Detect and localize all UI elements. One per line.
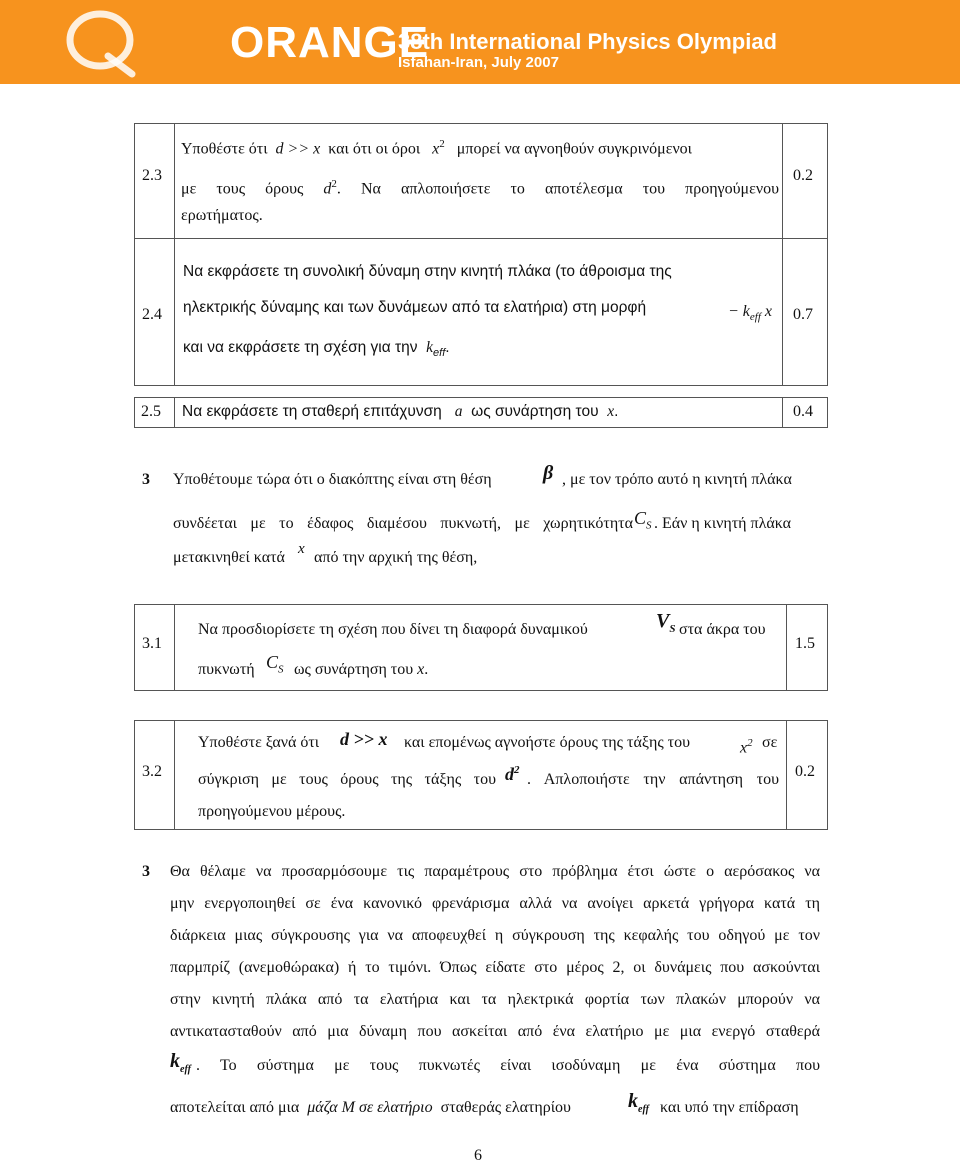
section-text: μετακινηθεί κατά [173, 549, 285, 566]
question-number: 2.5 [141, 403, 161, 420]
x-symbol: x [298, 541, 305, 557]
section-number: 3 [142, 863, 150, 880]
beta-symbol: β [543, 462, 554, 484]
page-number: 6 [474, 1147, 482, 1164]
question-text: και να εκφράσετε τη σχέση για την $k_{eff}$. [183, 339, 450, 360]
d-squared-symbol: $d^2$ [505, 764, 520, 784]
math-expression: − $k_{eff}$ x [728, 303, 773, 324]
paragraph-line: μην ενεργοποιηθεί σε ένα κανονικό φρενάρισμα αλλά να ανοίγει αρκετά γρήγορα κατά τη [170, 895, 820, 912]
paragraph-line: αντικατασταθούν από μια δύναμη που ασκείται από ένα ελατήριο με μια ενεργό σταθερά [170, 1023, 820, 1040]
question-text: με τους όρους $d^2$. Να απλοποιήσετε το αποτέλεσμα του προηγούμενου [181, 178, 780, 198]
section-text: Υποθέτουμε τώρα ότι ο διακόπτης είναι στη θέση [173, 471, 492, 488]
section-text: από την αρχική της θέση, [314, 549, 478, 566]
question-number: 2.4 [142, 306, 162, 323]
question-number: 3.2 [142, 763, 162, 780]
paragraph-line: στην κινητή πλάκα από τα ελατήρια και τα ηλεκτρικά φορτία των πλακών μπορούν να [170, 991, 820, 1008]
olympiad-subtitle: Isfahan-Iran, July 2007 [398, 54, 559, 71]
question-text: Να εκφράσετε τη σταθερή επιτάχυνση a ως συνάρτηση του x. [182, 403, 619, 420]
points-value: 1.5 [795, 635, 815, 652]
voltage-symbol: $V_S$ [656, 610, 676, 635]
section-number: 3 [142, 471, 150, 488]
paragraph-line: διάρκεια μιας σύγκρουσης για να αποφευχθεί η σύγκρουση της κεφαλής του οδηγού με τον [170, 927, 820, 944]
question-text: σύγκριση με τους όρους της τάξης του [198, 771, 496, 788]
math-expression: $x^2$ [740, 737, 753, 757]
question-number: 2.3 [142, 167, 162, 184]
question-text: ως συνάρτηση του x. [294, 661, 429, 678]
paragraph-line: παρμπρίζ (ανεμοθώρακα) ή το τιμόνι. Όπως είδατε στο μέρος 2, οι δυνάμεις που ασκούνται [170, 959, 820, 976]
points-value: 0.2 [793, 167, 813, 184]
paragraph-line: . Το σύστημα με τους πυκνωτές είναι ισοδύναμη με ένα σύστημα που [196, 1057, 820, 1074]
olympiad-title: 38th International Physics Olympiad [398, 29, 777, 54]
question-text: Υποθέστε ότι d >> x και ότι οι όροι $x^2$ μπορεί να αγνοηθούν συγκρινόμενοι [181, 138, 692, 158]
question-text: . Απλοποιήστε την απάντηση του [527, 771, 779, 788]
paragraph-line: αποτελείται από μια μάζα Μ σε ελατήριο σταθεράς ελατηρίου [170, 1099, 571, 1116]
question-text: ερωτήματος. [181, 207, 263, 224]
inequality-expression: d >> x [340, 729, 388, 749]
question-text: και επομένως αγνοήστε όρους της τάξης του [404, 734, 691, 751]
header-banner [0, 0, 960, 84]
k-eff-symbol: $k_{eff}$ [170, 1050, 191, 1075]
question-text: ηλεκτρικής δύναμης και των δυνάμεων από τα ελατήρια) στη μορφή [183, 299, 647, 316]
capacitance-symbol: $C_S$ [266, 652, 284, 676]
section-text: . Εάν η κινητή πλάκα [654, 515, 792, 532]
question-number: 3.1 [142, 635, 162, 652]
paragraph-line: και υπό την επίδραση [660, 1099, 799, 1116]
olympiad-logo-icon [56, 6, 148, 78]
section-text: , με τον τρόπο αυτό η κινητή πλάκα [562, 471, 792, 488]
brand-name: ORANGE [230, 18, 430, 67]
points-value: 0.7 [793, 306, 813, 323]
section-text: συνδέεται με το έδαφος διαμέσου πυκνωτή, με χωρητικότητα [173, 515, 633, 532]
question-text: προηγούμενου μέρους. [198, 803, 346, 820]
paragraph-line: Θα θέλαμε να προσαρμόσουμε τις παραμέτρους στο πρόβλημα έτσι ώστε ο αερόσακος να [170, 863, 820, 880]
points-value: 0.2 [795, 763, 815, 780]
k-eff-symbol: $k_{eff}$ [628, 1090, 649, 1115]
question-text: σε [762, 734, 778, 751]
question-text: Να προσδιορίσετε τη σχέση που δίνει τη διαφορά δυναμικού [198, 621, 588, 638]
question-text: Υποθέστε ξανά ότι [198, 734, 320, 751]
points-value: 0.4 [793, 403, 813, 420]
question-text: Να εκφράσετε τη συνολική δύναμη στην κινητή πλάκα (το άθροισμα της [183, 263, 672, 280]
question-text: πυκνωτή [198, 661, 255, 678]
capacitance-symbol: $C_S$ [634, 508, 652, 532]
question-text: στα άκρα του [679, 621, 766, 638]
